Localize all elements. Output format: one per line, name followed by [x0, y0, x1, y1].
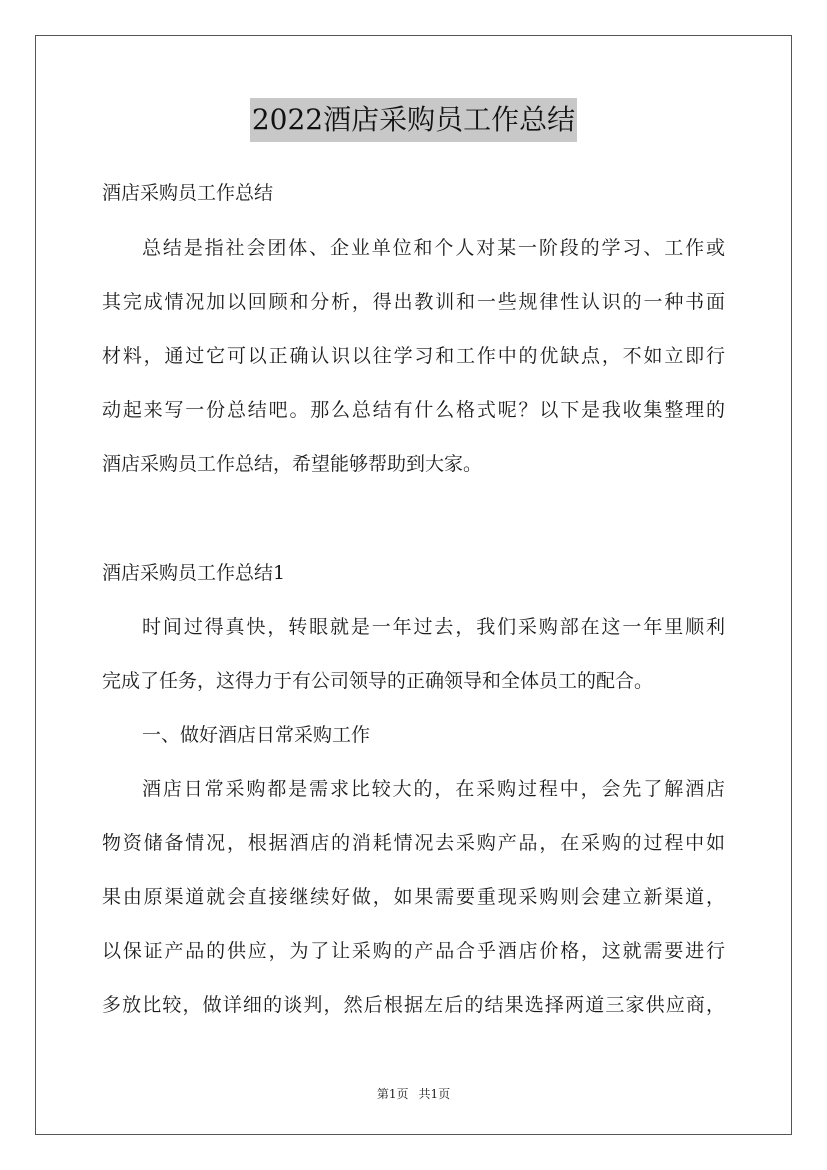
section-heading: 酒店采购员工作总结	[102, 182, 274, 204]
paragraph-line: 多放比较，做详细的谈判，然后根据左后的结果选择两道三家供应商，	[102, 994, 725, 1016]
paragraph-line: 以保证产品的供应，为了让采购的产品合乎酒店价格，这就需要进行	[102, 940, 725, 962]
section-heading: 酒店采购员工作总结1	[102, 562, 286, 584]
paragraph-line: 酒店日常采购都是需求比较大的，在采购过程中，会先了解酒店	[142, 778, 725, 800]
paragraph-line: 材料，通过它可以正确认识以往学习和工作中的优缺点，不如立即行	[102, 345, 725, 367]
paragraph-line: 果由原渠道就会直接继续好做，如果需要重现采购则会建立新渠道，	[102, 886, 725, 908]
paragraph-line: 其完成情况加以回顾和分析，得出教训和一些规律性认识的一种书面	[102, 291, 725, 313]
document-title: 2022酒店采购员工作总结	[250, 98, 577, 142]
subsection-heading: 一、做好酒店日常采购工作	[142, 724, 371, 746]
paragraph-line: 物资储备情况，根据酒店的消耗情况去采购产品，在采购的过程中如	[102, 832, 725, 854]
page-total: 共1页	[418, 1087, 451, 1101]
paragraph-line: 完成了任务，这得力于有公司领导的正确领导和全体员工的配合。	[102, 670, 654, 692]
paragraph-line: 动起来写一份总结吧。那么总结有什么格式呢？以下是我收集整理的	[102, 399, 725, 421]
paragraph-line: 酒店采购员工作总结，希望能够帮助到大家。	[102, 453, 483, 475]
paragraph-line: 总结是指社会团体、企业单位和个人对某一阶段的学习、工作或	[142, 237, 725, 259]
paragraph-line: 时间过得真快，转眼就是一年过去，我们采购部在这一年里顺利	[142, 616, 725, 638]
page-number: 第1页	[376, 1087, 409, 1101]
page-footer	[0, 1085, 827, 1102]
title-container	[0, 98, 827, 142]
